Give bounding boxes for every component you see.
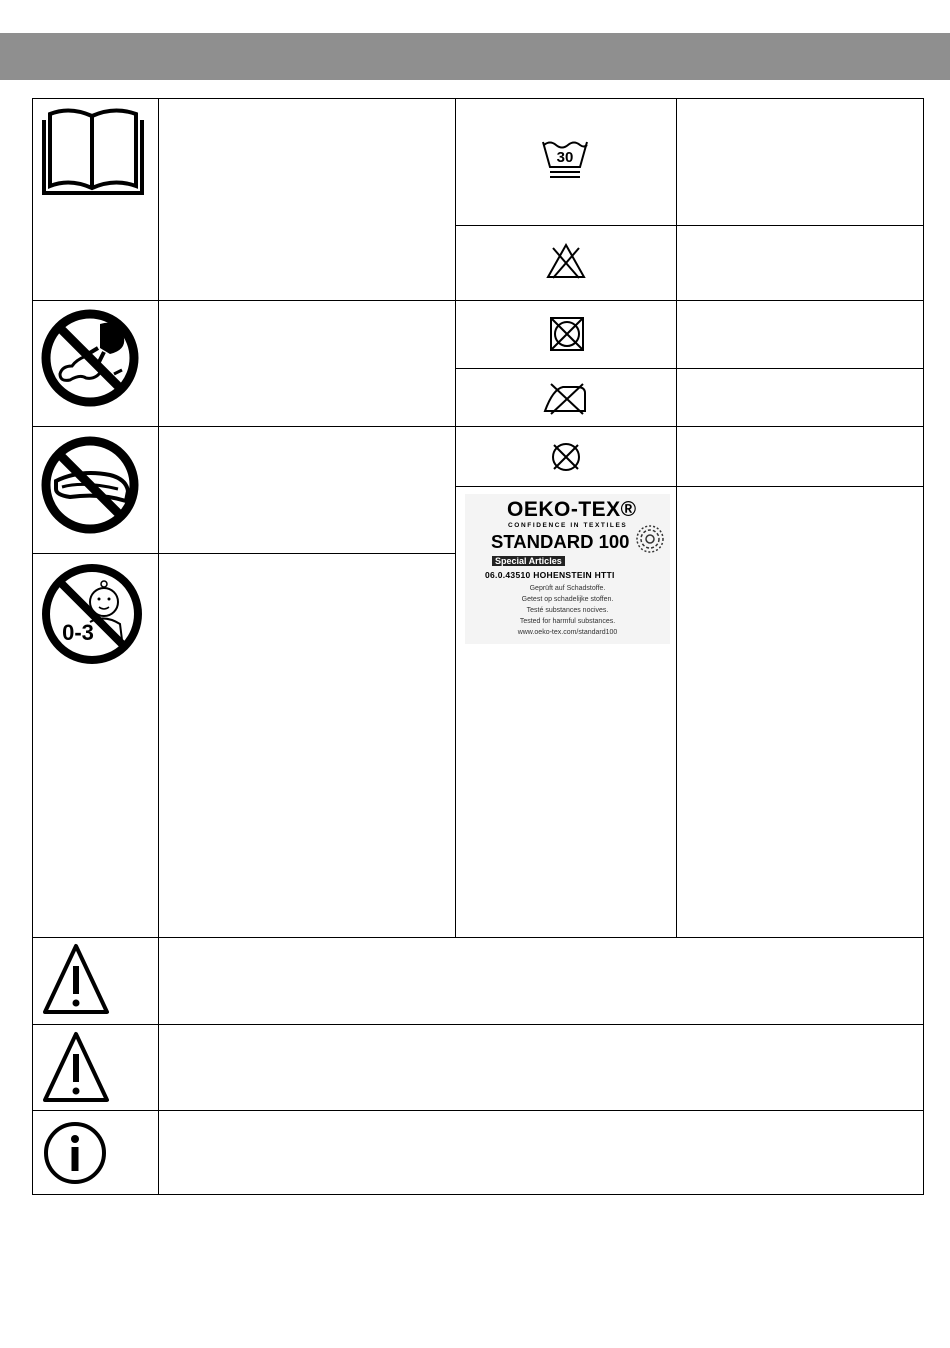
- oeko-url: www.oeko-tex.com/standard100: [517, 629, 618, 636]
- oeko-tagline: CONFIDENCE IN TEXTILES: [508, 522, 628, 529]
- oeko-standard: STANDARD 100: [491, 531, 630, 552]
- oeko-line: Testé substances nocives.: [526, 607, 609, 614]
- warning-icon: [41, 942, 111, 1016]
- wash-temperature: 30: [556, 149, 574, 166]
- no-folded-icon: [40, 435, 140, 535]
- oeko-category: Special Articles: [492, 556, 565, 566]
- no-iron-icon: [541, 381, 589, 415]
- oeko-certificate: 06.0.43510 HOHENSTEIN HTTI: [485, 570, 615, 580]
- age-label: 0-3: [62, 620, 94, 645]
- no-bleach-icon: [545, 242, 587, 280]
- info-icon: [42, 1120, 108, 1186]
- section-header-bar: [0, 33, 950, 80]
- wash-30-icon: [540, 139, 590, 181]
- oeko-line: Geprüft auf Schadstoffe.: [529, 585, 606, 592]
- oeko-tex-label: [465, 494, 670, 644]
- read-manual-icon: [40, 108, 146, 196]
- caution-icon: [41, 1030, 111, 1104]
- oeko-flower-icon: [635, 524, 665, 554]
- no-plug-icon: [40, 308, 140, 408]
- no-tumble-dry-icon: [548, 315, 586, 353]
- oeko-brand: OEKO-TEX®: [507, 498, 637, 521]
- oeko-line: Getest op schadelijke stoffen.: [521, 596, 614, 603]
- no-dry-clean-icon: [549, 440, 583, 474]
- no-children-icon: [40, 562, 144, 666]
- oeko-line: Tested for harmful substances.: [519, 618, 616, 625]
